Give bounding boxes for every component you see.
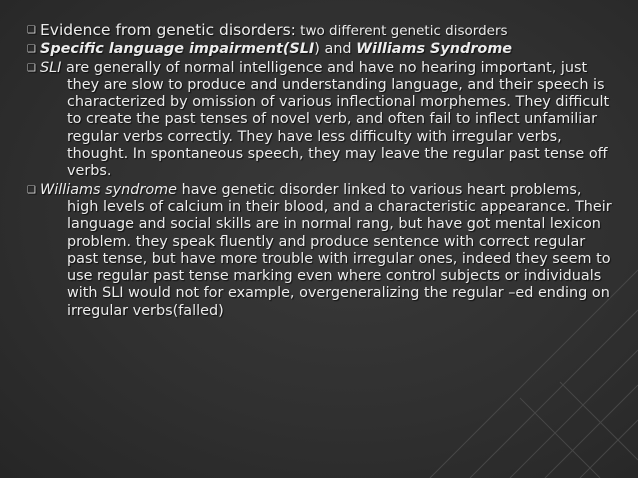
subtitle-ws: Williams Syndrome: [356, 41, 513, 58]
sli-term: SLI: [40, 59, 62, 76]
hollow-square-bullet-icon: ❑: [27, 62, 36, 74]
ws-paragraph: [27, 182, 612, 320]
title-main: Evidence from genetic disorders:: [40, 21, 296, 39]
subtitle-and: and: [319, 41, 357, 58]
hollow-square-bullet-icon: ❑: [27, 25, 36, 36]
subtitle-sli: Specific language impairment(SLI: [40, 41, 315, 58]
title-rest: two different genetic disorders: [295, 23, 508, 39]
subtitle-close-paren: ): [314, 41, 320, 58]
ws-term: Williams syndrome: [40, 181, 177, 198]
title-paragraph: [27, 22, 612, 40]
ws-text: have genetic disorder linked to various heart problems, high levels of calcium in their blood, and a characteristic appearance. Their language and social skills are in normal rang, but have got mental lexicon problem. they speak fluently and produce sentence with correct regular past tense, but have more trouble with irregular ones, indeed they seem to use regular past tense marking even where control subjects or individuals with SLI would not for example, overgeneralizing the regular –ed ending on irregular verbs(falled): [67, 181, 612, 319]
subtitle-paragraph: [27, 41, 612, 58]
slide-content: [27, 22, 612, 321]
hollow-square-bullet-icon: ❑: [27, 184, 36, 196]
sli-paragraph: [27, 60, 612, 181]
hollow-square-bullet-icon: ❑: [27, 44, 36, 56]
sli-text: are generally of normal intelligence and have no hearing important, just they are slow to produce and understanding language, and their speech is characterized by omission of various inflectional morphemes. They difficult to create the past tenses of novel verb, and often fail to inflect unfamiliar regular verbs correctly. They have less difficulty with irregular verbs, thought. In spontaneous speech, they may leave the regular past tense off verbs.: [61, 59, 610, 180]
